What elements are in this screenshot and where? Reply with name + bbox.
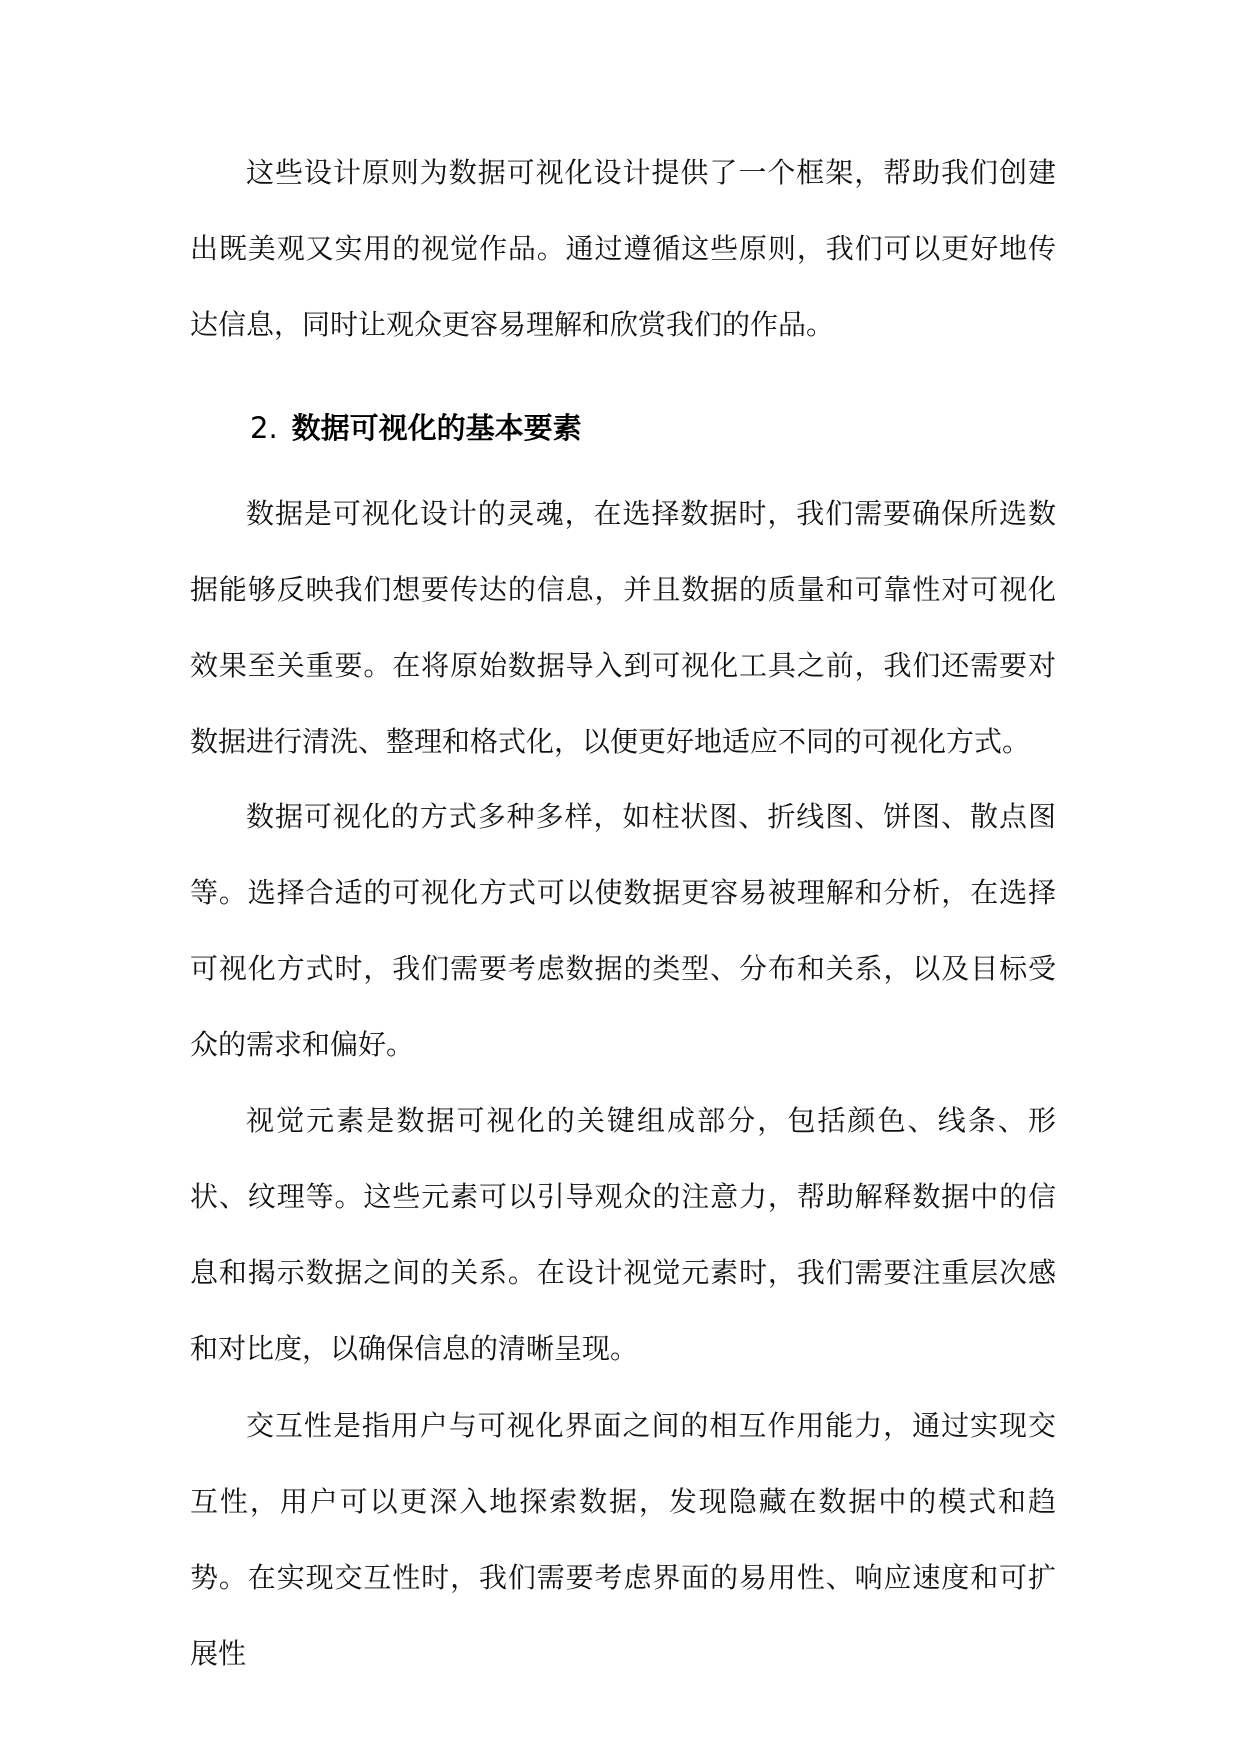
paragraph-visualization-types: 数据可视化的方式多种多样，如柱状图、折线图、饼图、散点图等。选择合适的可视化方式可以使数据更容易被理解和分析，在选择可视化方式时，我们需要考虑数据的类型、分布和关系，以及目标受众的需求和偏好。 — [190, 800, 1056, 1061]
paragraph-design-principles: 这些设计原则为数据可视化设计提供了一个框架，帮助我们创建出既美观又实用的视觉作品。通过遵循这些原则，我们可以更好地传达信息，同时让观众更容易理解和欣赏我们的作品。 — [190, 156, 1056, 341]
section-heading — [250, 402, 582, 454]
section-title: 数据可视化的基本要素 — [291, 411, 582, 445]
section-number: 2. — [250, 411, 278, 445]
paragraph-visual-elements: 视觉元素是数据可视化的关键组成部分，包括颜色、线条、形状、纹理等。这些元素可以引导观众的注意力，帮助解释数据中的信息和揭示数据之间的关系。在设计视觉元素时，我们需要注重层次感和对比度，以确保信息的清晰呈现。 — [190, 1104, 1056, 1365]
paragraph-interactivity: 交互性是指用户与可视化界面之间的相互作用能力，通过实现交互性，用户可以更深入地探索数据，发现隐藏在数据中的模式和趋势。在实现交互性时，我们需要考虑界面的易用性、响应速度和可扩展性 — [190, 1409, 1056, 1670]
paragraph-data: 数据是可视化设计的灵魂，在选择数据时，我们需要确保所选数据能够反映我们想要传达的信息，并且数据的质量和可靠性对可视化效果至关重要。在将原始数据导入到可视化工具之前，我们还需要对数据进行清洗、整理和格式化，以便更好地适应不同的可视化方式。 — [190, 497, 1056, 758]
